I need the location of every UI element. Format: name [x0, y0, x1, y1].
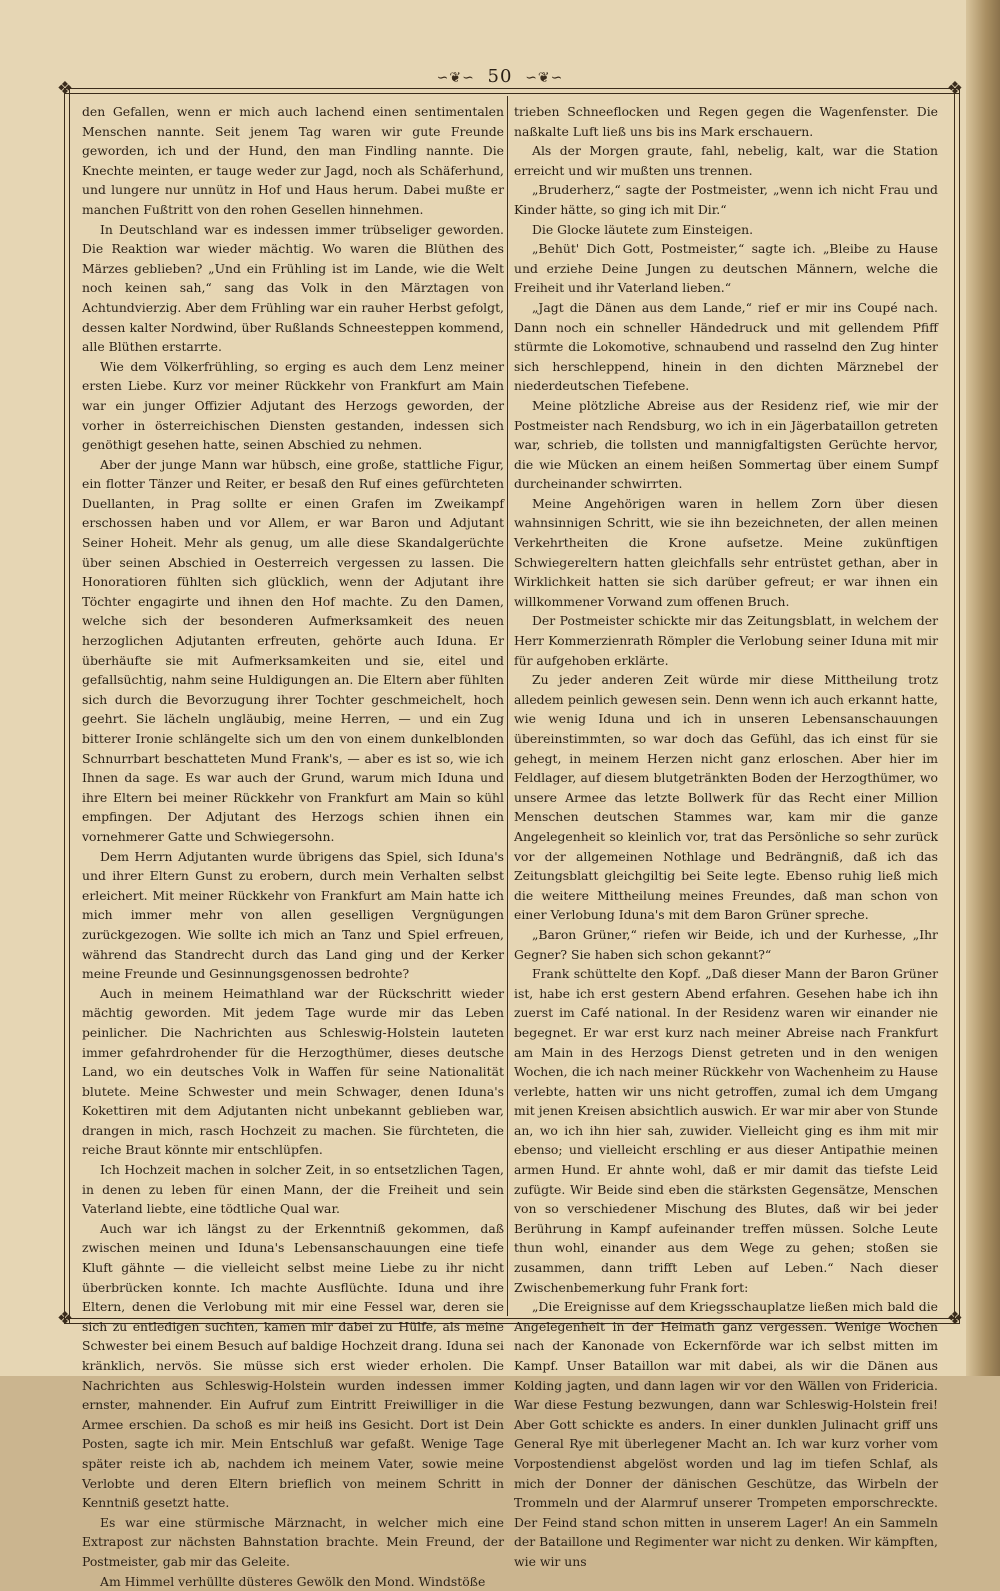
paragraph: „Baron Grüner,“ riefen wir Beide, ich und der Kurhesse, „Ihr Gegner? Sie haben sich schon gekannt?“	[514, 926, 938, 962]
paragraph: Zu jeder anderen Zeit würde mir diese Mittheilung trotz alledem peinlich gewesen sein. Denn wenn ich auch erkannt hatte, wie wenig Iduna und ich in unseren Lebensanschauungen übereinstimmten, so war doch das Gefühl, das ich einst für sie gehegt, in meinem Herzen nicht ganz erloschen. Aber hier im Feldlager, auf diesem blutgetränkten Boden der Herzogthümer, wo unsere Armee das letzte Bollwerk für das Recht einer Million Menschen deutschen Stammes war, kam mir die ganze Angelegenheit so kleinlich vor, trat das Persönliche so sehr zurück vor der allgemeinen Nothlage und Bedrängniß, daß ich das Zeitungsblatt gleichgiltig bei Seite legte. Ebenso ruhig ließ mich die weitere Mittheilung meines Freundes, daß man schon von einer Verlobung Iduna's mit dem Baron Grüner spreche.	[514, 672, 938, 923]
binding-gutter	[966, 0, 1000, 1376]
frame-left-rule	[64, 88, 70, 1324]
paragraph: Dem Herrn Adjutanten wurde übrigens das Spiel, sich Iduna's und ihrer Eltern Gunst zu erobern, durch mein Verhalten selbst erleichert. Mit meiner Rückkehr von Frankfurt am Main hatte ich mich immer mehr von allen geselligen Vergnügungen zurückgezogen. Wie sollte ich mich an Tanz und Spiel erfreuen, während das Standrecht durch das Land ging und der Kerker meine Freunde und Gesinnungsgenossen bedrohte?	[82, 848, 504, 982]
frame-corner-ornament: ❖	[946, 78, 964, 99]
paragraph: Frank schüttelte den Kopf. „Daß dieser Mann der Baron Grüner ist, habe ich erst gestern Abend erfahren. Gesehen habe ich ihn zuerst im Café national. In der Residenz waren wir einander nie begegnet. Er war erst kurz nach meiner Abreise nach Frankfurt am Main in des Herzogs Dienst getreten und in den wenigen Wochen, die ich nach meiner Rückkehr von Wachenheim zu Hause verlebte, hatten wir uns nicht getroffen, zumal ich dem Umgang mit jenen Kreisen absichtlich auswich. Er war mir aber von Stunde an, wo ich ihn hier sah, zuwider. Vielleicht ging es ihm mit mir ebenso; und vielleicht erschling er aus dieser Antipathie meinen armen Hund. Er ahnte wohl, daß er mir damit das tiefste Leid zufügte. Wir Beide sind eben die stärksten Gegensätze, Menschen von so verschiedener Mischung des Blutes, daß wir bei jeder Berührung in Kampf aufeinander treffen müssen. Solche Leute thun wohl, einander aus dem Wege zu gehen; stoßen sie zusammen, dann trifft Leben auf Leben.“ Nach dieser Zwischenbemerkung fuhr Frank fort:	[514, 966, 938, 1295]
page-number: 50	[487, 66, 513, 87]
frame-corner-ornament: ❖	[56, 1308, 74, 1329]
paragraph: Wie dem Völkerfrühling, so erging es auch dem Lenz meiner ersten Liebe. Kurz vor meiner Rückkehr von Frankfurt am Main war ein junger Offizier Adjutant des Herzogs geworden, der vorher in österreichischen Diensten gestanden, indessen sich genöthigt gesehen hatte, seinen Abschied zu nehmen.	[82, 358, 504, 453]
paragraph: „Die Ereignisse auf dem Kriegsschauplatze ließen mich bald die Angelegenheit in der Heimath ganz vergessen. Wenige Wochen nach der Kanonade von Eckernförde war ich selbst mitten im Kampf. Unser Bataillon war mit dabei, als wir die Dänen aus Kolding jagten, und dann lagen wir vor den Wällen von Fridericia. War diese Festung bezwungen, dann war Schleswig-Holstein frei! Aber Gott schickte es anders. In einer dunklen Julinacht griff uns General Rye mit überlegener Macht an. Ich war kurz vorher vom Vorpostendienst abgelöst worden und lag im tiefen Schlaf, als mich der Donner der dänischen Geschütze, das Wirbeln der Trommeln und der Alarmruf unserer Trompeten emporschreckte. Der Feind stand schon mitten in unserem Lager! An ein Sammeln der Bataillone und Regimenter war nicht zu denken. Wir kämpften, wie wir uns	[514, 1299, 938, 1569]
column-divider	[507, 96, 508, 1316]
page-header	[0, 66, 1000, 87]
paragraph: „Jagt die Dänen aus dem Lande,“ rief er mir ins Coupé nach. Dann noch ein schneller Händedruck und mit gellendem Pfiff stürmte die Lokomotive, schnaubend und rasselnd den Zug hinter sich herschleppend, hinein in den dichten Märznebel der niederdeutschen Tiefebene.	[514, 299, 938, 394]
paragraph: Ich Hochzeit machen in solcher Zeit, in so entsetzlichen Tagen, in denen zu leben für einen Mann, der die Freiheit und sein Vaterland liebte, eine tödtliche Qual war.	[82, 1162, 504, 1217]
paragraph: Als der Morgen graute, fahl, nebelig, kalt, war die Station erreicht und wir mußten uns trennen.	[514, 143, 938, 178]
paragraph: Es war eine stürmische Märznacht, in welcher mich eine Extrapost zur nächsten Bahnstation brachte. Mein Freund, der Postmeister, gab mir das Geleite.	[82, 1514, 504, 1569]
paragraph: Meine Angehörigen waren in hellem Zorn über diesen wahnsinnigen Schritt, wie sie ihn bezeichneten, der allen meinen Verkehrtheiten die Krone aufsetze. Meine zukünftigen Schwiegereltern hatten gleichfalls sehr entrüstet gethan, aber in Wirklichkeit hatten sie sich darüber gefreut; er war ihnen ein willkommener Vorwand zum offenen Bruch.	[514, 495, 938, 609]
frame-right-rule	[954, 88, 960, 1324]
paragraph: Aber der junge Mann war hübsch, eine große, stattliche Figur, ein flotter Tänzer und Reiter, er besaß den Ruf eines gefürchteten Duellanten, in Prag sollte er einen Grafen im Zweikampf erschossen haben und vor Allem, er war Baron und Adjutant Seiner Hoheit. Mehr als genug, um alle diese Skandalgerüchte über seinen Abschied in Oesterreich vergessen zu lassen. Die Honoratioren fühlten sich glücklich, wenn der Adjutant ihre Töchter engagirte und ihnen den Hof machte. Zu den Damen, welche sich der besonderen Aufmerksamkeit des neuen herzoglichen Adjutanten erfreuten, gehörte auch Iduna. Er überhäufte sie mit Aufmerksamkeiten und sie, eitel und gefallsüchtig, nahm seine Huldigungen an. Die Eltern aber fühlten sich durch die Bevorzugung ihrer Tochter geschmeichelt, hoch geehrt. Sie lächeln ungläubig, meine Herren, — und ein Zug bitterer Ironie schlängelte sich um den von einem dunkelblonden Schnurrbart beschatteten Mund Frank's, — aber es ist so, wie ich Ihnen da sage. Es war auch der Grund, warum mich Iduna und ihre Eltern bei meiner Rückkehr von Frankfurt am Main so kühl empfingen. Der Adjutant des Herzogs schien ihnen ein vornehmerer Gatte und Schwiegersohn.	[82, 456, 504, 844]
paragraph: „Behüt' Dich Gott, Postmeister,“ sagte ich. „Bleibe zu Hause und erziehe Deine Jungen zu deutschen Männern, welche die Freiheit und ihr Vaterland lieben.“	[514, 241, 938, 296]
paragraph: „Bruderherz,“ sagte der Postmeister, „wenn ich nicht Frau und Kinder hätte, so ging ich mit Dir.“	[514, 182, 938, 217]
paragraph: den Gefallen, wenn er mich auch lachend einen sentimentalen Menschen nannte. Seit jenem Tag waren wir gute Freunde geworden, ich und der Hund, den man Findling nannte. Die Knechte meinten, er tauge weder zur Jagd, noch als Schäferhund, und lungere nur unnütz in Hof und Haus herum. Dabei mußte er manchen Fußtritt von den rohen Gesellen hinnehmen.	[82, 104, 504, 217]
paragraph: Die Glocke läutete zum Einsteigen.	[532, 221, 754, 237]
right-column	[514, 102, 938, 1569]
paragraph: Auch war ich längst zu der Erkenntniß gekommen, daß zwischen meinen und Iduna's Lebensanschauungen eine tiefe Kluft gähnte — die vielleicht selbst meine Liebe zu ihr nicht überbrücken konnte. Ich machte Ausflüchte. Iduna und ihre Eltern, denen die Verlobung mit mir eine Fessel war, deren sie sich zu entledigen suchten, kamen mir dabei zu Hülfe, als meine Schwester bei einem Besuch auf baldige Hochzeit drang. Iduna sei kränklich, nervös. Sie müsse sich erst wieder erholen. Die Nachrichten aus Schleswig-Holstein wurden indessen immer ernster, mahnender. Ein Aufruf zum Eintritt Freiwilliger in die Armee erschien. Da schoß es mir heiß ins Gesicht. Dort ist Dein Posten, sagte ich mir. Mein Entschluß war gefaßt. Wenige Tage später reiste ich ab, nachdem ich meinem Vater, sowie meine Verlobte und deren Eltern brieflich von meinem Schritt in Kenntniß gesetzt hatte.	[82, 1220, 504, 1511]
paragraph: Meine plötzliche Abreise aus der Residenz rief, wie mir der Postmeister nach Rendsburg, wo ich in ein Jägerbataillon getreten war, schrieb, die tollsten und mannigfaltigsten Gerüchte hervor, die wie Mücken an einem heißen Sommertag über einem Sumpf durcheinander schwirrten.	[514, 397, 938, 492]
frame-corner-ornament: ❖	[946, 1308, 964, 1329]
header-ornament-left: ∽❦∽	[436, 70, 475, 86]
paragraph: Der Postmeister schickte mir das Zeitungsblatt, in welchem der Herr Kommerzienrath Römpler die Verlobung seiner Iduna mit mir für aufgehoben erklärte.	[514, 613, 938, 668]
paragraph: Auch in meinem Heimathland war der Rückschritt wieder mächtig geworden. Mit jedem Tage wurde mir das Leben peinlicher. Die Nachrichten aus Schleswig-Holstein lauteten immer gefahrdrohender für die Herzogthümer, dieses deutsche Land, wo ein deutsches Volk in Waffen für seine Nationalität blutete. Meine Schwester und mein Schwager, denen Iduna's Kokettiren mit dem Adjutanten nicht unbekannt geblieben war, drangen in mich, rasch Hochzeit zu machen. Sie fürchteten, die reiche Braut könnte mir entschlüpfen.	[82, 985, 504, 1158]
header-ornament-right: ∽❦∽	[525, 70, 564, 86]
paragraph: In Deutschland war es indessen immer trübseliger geworden. Die Reaktion war wieder mächtig. Wo waren die Blüthen des Märzes geblieben? „Und ein Frühling ist im Lande, wie die Welt noch keinen sah,“ sang das Volk in den Märztagen von Achtundvierzig. Aber dem Frühling war ein rauher Herbst gefolgt, dessen kalter Nordwind, über Rußlands Schneesteppen kommend, alle Blüthen erstarrte.	[82, 221, 504, 355]
left-column	[82, 102, 504, 1589]
paragraph: trieben Schneeflocken und Regen gegen die Wagenfenster. Die naßkalte Luft ließ uns bis ins Mark erschauern.	[514, 104, 938, 139]
frame-top-rule	[64, 88, 960, 94]
frame-corner-ornament: ❖	[56, 78, 74, 99]
paragraph: Am Himmel verhüllte düsteres Gewölk den Mond. Windstöße	[100, 1573, 486, 1589]
